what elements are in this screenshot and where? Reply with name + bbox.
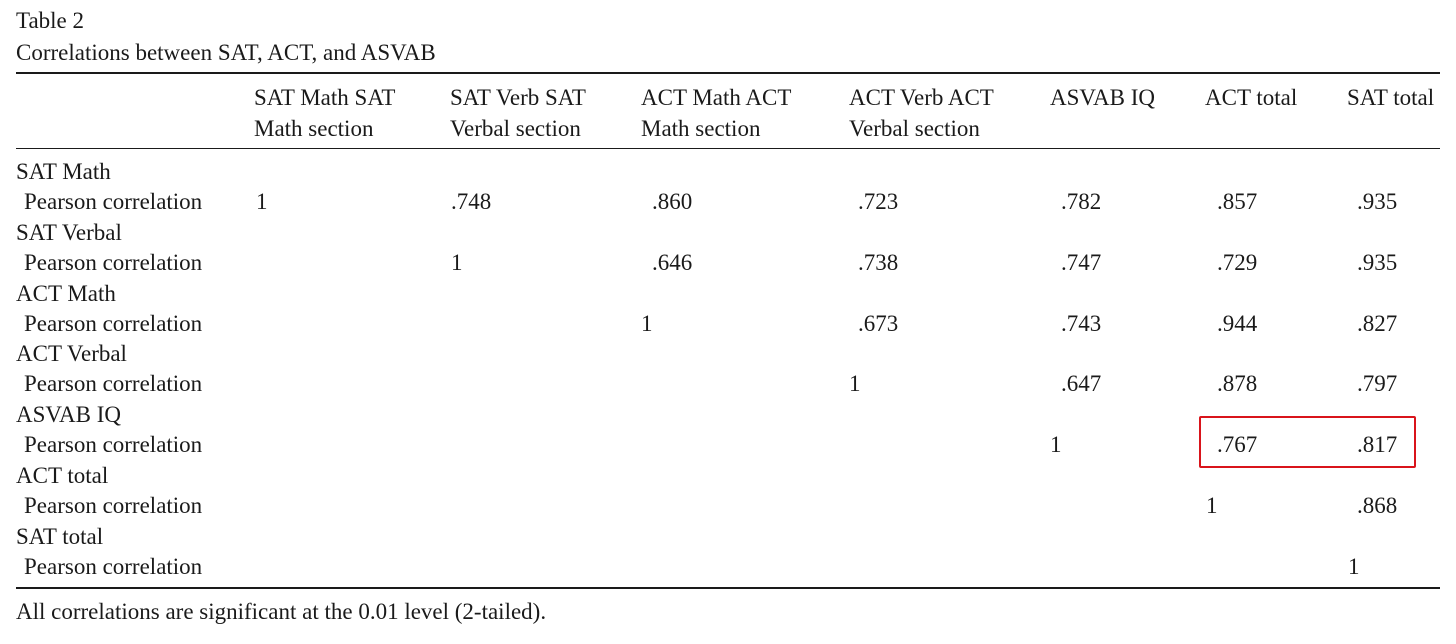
column-header-act-verb: ACT Verb ACT Verbal section	[849, 85, 994, 141]
row-label-act-math: ACT Math	[16, 280, 116, 306]
column-header-sat-total: SAT total	[1347, 85, 1435, 110]
table-cell: .878	[1217, 371, 1258, 397]
stat-label: Pearson correlation	[24, 432, 203, 458]
table-cell: .729	[1217, 249, 1258, 275]
table-cell: .817	[1357, 432, 1398, 458]
table-cell: .723	[858, 189, 899, 214]
stat-label: Pearson correlation	[24, 493, 203, 518]
table-cell: 1	[256, 189, 268, 214]
table-footnote: All correlations are significant at the 0.01 level (2-tailed).	[16, 599, 547, 624]
column-header-act-total: ACT total	[1205, 85, 1298, 110]
top-rule	[16, 72, 1440, 74]
row-label-act-total: ACT total	[16, 463, 109, 488]
row-label-sat-math: SAT Math	[16, 159, 111, 184]
table-cell: .797	[1357, 371, 1398, 397]
stat-label: Pearson correlation	[24, 371, 203, 397]
table-cell: .944	[1217, 310, 1258, 336]
stat-label: Pearson correlation	[24, 310, 203, 336]
column-header-sat-math: SAT Math SAT Math section	[254, 85, 396, 141]
row-label-asvab-iq: ASVAB IQ	[16, 402, 122, 428]
table-cell: .935	[1357, 189, 1398, 214]
table-cell: .935	[1357, 249, 1398, 275]
table-cell: 1	[641, 310, 653, 336]
table-cell: .747	[1061, 249, 1102, 275]
table-title: Correlations between SAT, ACT, and ASVAB	[16, 40, 436, 65]
table-cell: .767	[1217, 432, 1258, 458]
table-cell: .868	[1357, 493, 1398, 518]
table-label: Table 2	[16, 8, 85, 33]
table-cell: 1	[1206, 493, 1218, 518]
row-label-sat-verbal: SAT Verbal	[16, 219, 122, 245]
table-cell: .860	[652, 189, 693, 214]
table-cell: .647	[1061, 371, 1102, 397]
table-cell: 1	[451, 249, 463, 275]
table-cell: .646	[652, 249, 693, 275]
table-cell: .782	[1061, 189, 1102, 214]
stat-label: Pearson correlation	[24, 553, 203, 579]
column-header-act-math: ACT Math ACT Math section	[641, 85, 792, 141]
table-cell: .857	[1217, 189, 1258, 214]
table-cell: 1	[1050, 432, 1062, 458]
column-header-asvab-iq: ASVAB IQ	[1050, 85, 1156, 110]
row-label-sat-total: SAT total	[16, 523, 104, 549]
header-rule	[16, 148, 1440, 149]
table-cell: 1	[849, 371, 861, 397]
table-cell: .673	[858, 310, 899, 336]
row-label-act-verbal: ACT Verbal	[16, 341, 127, 367]
table-cell: .748	[451, 189, 492, 214]
table-cell: .743	[1061, 310, 1102, 336]
table-cell: 1	[1348, 553, 1360, 579]
table-cell: .827	[1357, 310, 1398, 336]
bottom-rule	[16, 587, 1440, 589]
table-cell: .738	[858, 249, 899, 275]
stat-label: Pearson correlation	[24, 189, 203, 214]
stat-label: Pearson correlation	[24, 249, 203, 275]
column-header-sat-verb: SAT Verb SAT Verbal section	[450, 85, 586, 141]
